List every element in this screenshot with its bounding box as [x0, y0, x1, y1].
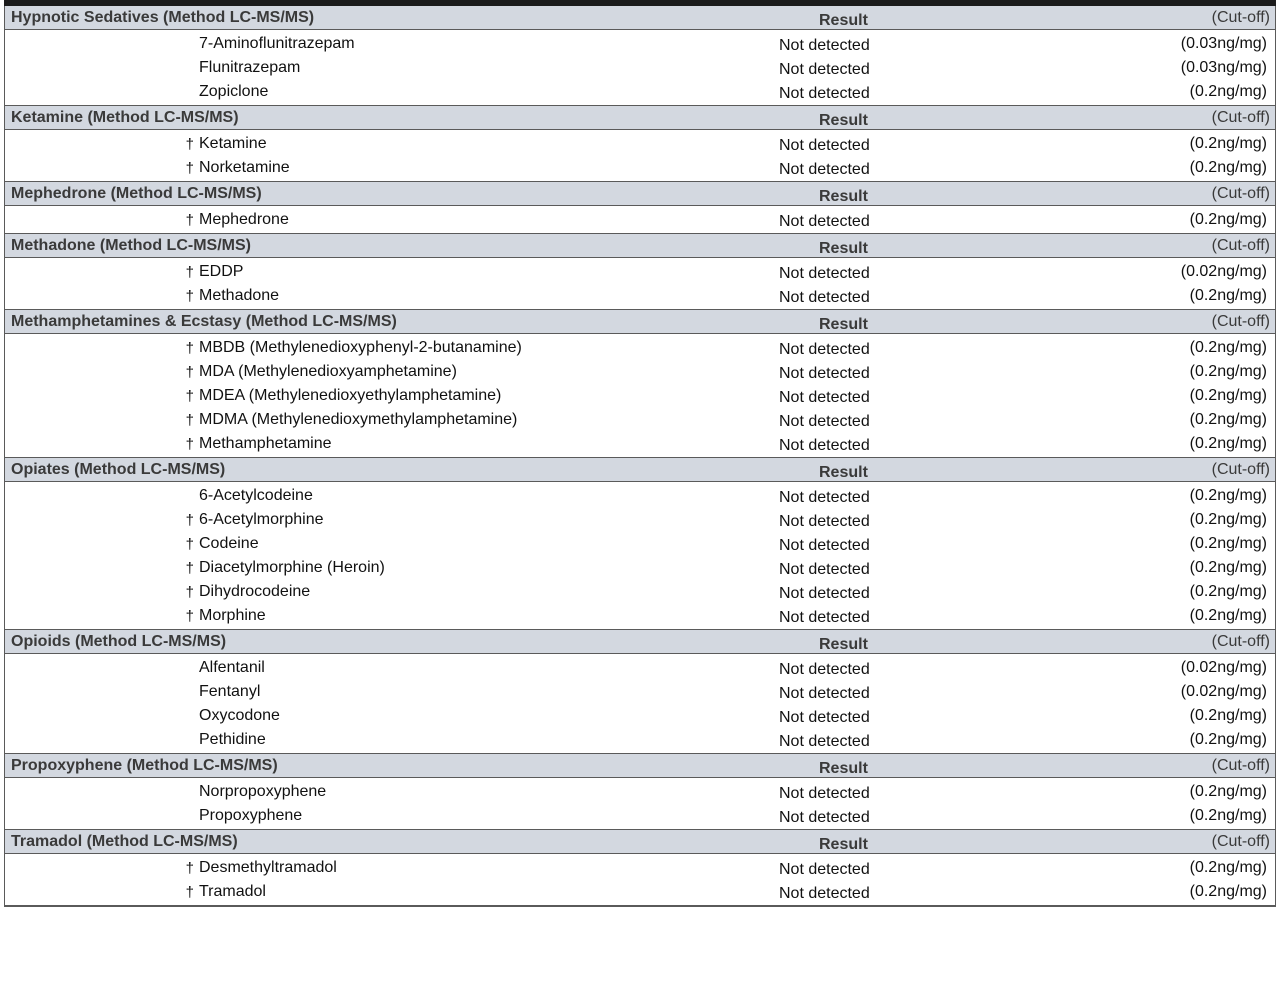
result-column-header: Result: [819, 759, 868, 777]
cutoff-value: (0.2ng/mg): [1189, 135, 1267, 152]
section-title: Hypnotic Sedatives (Method LC-MS/MS): [11, 8, 315, 26]
result-value: Not detected: [779, 365, 870, 382]
cutoff-value: (0.02ng/mg): [1180, 263, 1267, 280]
analyte-name: 7-Aminoflunitrazepam: [199, 35, 355, 52]
analyte-name: Flunitrazepam: [199, 59, 301, 76]
test-section: [4, 234, 1276, 310]
section-header: [5, 754, 1275, 778]
analyte-name: Methadone: [199, 287, 280, 304]
table-row: [5, 856, 1275, 880]
cutoff-column-header: (Cut-off): [1211, 184, 1270, 202]
cutoff-value: (0.2ng/mg): [1189, 807, 1267, 824]
result-value: Not detected: [779, 85, 870, 102]
section-title: Propoxyphene (Method LC-MS/MS): [11, 756, 278, 774]
result-value: Not detected: [779, 561, 870, 578]
analyte-name: Methamphetamine: [199, 435, 332, 452]
table-row: [5, 780, 1275, 804]
results-table: [4, 6, 1276, 907]
cutoff-value: (0.2ng/mg): [1189, 159, 1267, 176]
cutoff-value: (0.2ng/mg): [1189, 363, 1267, 380]
cutoff-value: (0.2ng/mg): [1189, 583, 1267, 600]
result-value: Not detected: [779, 885, 870, 902]
dagger-mark: †: [185, 559, 194, 577]
result-value: Not detected: [779, 161, 870, 178]
test-section: [4, 630, 1276, 754]
result-column-header: Result: [819, 111, 868, 129]
result-value: Not detected: [779, 585, 870, 602]
dagger-mark: †: [185, 287, 194, 305]
section-header: [5, 106, 1275, 130]
section-header: [5, 6, 1275, 30]
result-value: Not detected: [779, 61, 870, 78]
result-value: Not detected: [779, 861, 870, 878]
analyte-name: Diacetylmorphine (Heroin): [199, 559, 385, 576]
dagger-mark: †: [185, 211, 194, 229]
cutoff-value: (0.2ng/mg): [1189, 339, 1267, 356]
result-value: Not detected: [779, 733, 870, 750]
cutoff-value: (0.2ng/mg): [1189, 435, 1267, 452]
section-rows: [5, 654, 1275, 754]
result-value: Not detected: [779, 537, 870, 554]
test-section: [4, 458, 1276, 630]
result-value: Not detected: [779, 513, 870, 530]
section-rows: [5, 482, 1275, 630]
drug-test-report: [4, 0, 1276, 907]
dagger-mark: †: [185, 135, 194, 153]
analyte-name: Morphine: [199, 607, 266, 624]
table-row: [5, 532, 1275, 556]
test-section: [4, 830, 1276, 907]
cutoff-value: (0.2ng/mg): [1189, 511, 1267, 528]
result-value: Not detected: [779, 685, 870, 702]
section-title: Opiates (Method LC-MS/MS): [11, 460, 226, 478]
cutoff-value: (0.2ng/mg): [1189, 211, 1267, 228]
result-value: Not detected: [779, 809, 870, 826]
dagger-mark: †: [185, 263, 194, 281]
result-value: Not detected: [779, 213, 870, 230]
section-title: Tramadol (Method LC-MS/MS): [11, 832, 238, 850]
dagger-mark: †: [185, 435, 194, 453]
result-column-header: Result: [819, 463, 868, 481]
test-section: [4, 310, 1276, 458]
result-value: Not detected: [779, 37, 870, 54]
table-row: [5, 408, 1275, 432]
section-header: [5, 182, 1275, 206]
table-row: [5, 580, 1275, 604]
section-title: Methadone (Method LC-MS/MS): [11, 236, 251, 254]
result-column-header: Result: [819, 239, 868, 257]
analyte-name: Desmethyltramadol: [199, 859, 337, 876]
result-value: Not detected: [779, 137, 870, 154]
dagger-mark: †: [185, 387, 194, 405]
table-row: [5, 208, 1275, 232]
analyte-name: Zopiclone: [199, 83, 269, 100]
analyte-name: MDA (Methylenedioxyamphetamine): [199, 363, 457, 380]
result-value: Not detected: [779, 265, 870, 282]
analyte-name: EDDP: [199, 263, 244, 280]
table-row: [5, 56, 1275, 80]
table-row: [5, 680, 1275, 704]
result-value: Not detected: [779, 341, 870, 358]
table-row: [5, 432, 1275, 456]
section-rows: [5, 778, 1275, 830]
cutoff-column-header: (Cut-off): [1211, 832, 1270, 850]
cutoff-value: (0.2ng/mg): [1189, 883, 1267, 900]
table-row: [5, 880, 1275, 904]
section-title: Mephedrone (Method LC-MS/MS): [11, 184, 262, 202]
table-row: [5, 336, 1275, 360]
result-column-header: Result: [819, 635, 868, 653]
cutoff-value: (0.03ng/mg): [1180, 35, 1267, 52]
table-row: [5, 704, 1275, 728]
analyte-name: MBDB (Methylenedioxyphenyl-2-butanamine): [199, 339, 522, 356]
result-column-header: Result: [819, 11, 868, 29]
analyte-name: MDMA (Methylenedioxymethylamphetamine): [199, 411, 518, 428]
result-value: Not detected: [779, 489, 870, 506]
test-section: [4, 6, 1276, 106]
cutoff-column-header: (Cut-off): [1211, 108, 1270, 126]
table-row: [5, 484, 1275, 508]
cutoff-value: (0.03ng/mg): [1180, 59, 1267, 76]
dagger-mark: †: [185, 883, 194, 901]
table-row: [5, 508, 1275, 532]
result-value: Not detected: [779, 413, 870, 430]
analyte-name: 6-Acetylmorphine: [199, 511, 324, 528]
dagger-mark: †: [185, 411, 194, 429]
result-column-header: Result: [819, 835, 868, 853]
analyte-name: Dihydrocodeine: [199, 583, 311, 600]
cutoff-value: (0.2ng/mg): [1189, 707, 1267, 724]
result-value: Not detected: [779, 609, 870, 626]
cutoff-value: (0.2ng/mg): [1189, 859, 1267, 876]
cutoff-column-header: (Cut-off): [1211, 632, 1270, 650]
cutoff-value: (0.2ng/mg): [1189, 607, 1267, 624]
section-header: [5, 830, 1275, 854]
analyte-name: Codeine: [199, 535, 259, 552]
analyte-name: Tramadol: [199, 883, 266, 900]
section-rows: [5, 206, 1275, 234]
cutoff-value: (0.2ng/mg): [1189, 731, 1267, 748]
dagger-mark: †: [185, 583, 194, 601]
section-rows: [5, 30, 1275, 106]
table-row: [5, 384, 1275, 408]
dagger-mark: †: [185, 607, 194, 625]
section-title: Methamphetamines & Ecstasy (Method LC-MS/MS): [11, 312, 397, 330]
cutoff-column-header: (Cut-off): [1211, 312, 1270, 330]
cutoff-value: (0.2ng/mg): [1189, 535, 1267, 552]
test-section: [4, 754, 1276, 830]
table-row: [5, 360, 1275, 384]
cutoff-column-header: (Cut-off): [1211, 460, 1270, 478]
analyte-name: Oxycodone: [199, 707, 280, 724]
dagger-mark: †: [185, 363, 194, 381]
analyte-name: Alfentanil: [199, 659, 265, 676]
result-value: Not detected: [779, 389, 870, 406]
cutoff-column-header: (Cut-off): [1211, 756, 1270, 774]
section-rows: [5, 130, 1275, 182]
result-value: Not detected: [779, 289, 870, 306]
cutoff-value: (0.02ng/mg): [1180, 659, 1267, 676]
table-row: [5, 804, 1275, 828]
test-section: [4, 182, 1276, 234]
result-column-header: Result: [819, 315, 868, 333]
section-header: [5, 310, 1275, 334]
analyte-name: 6-Acetylcodeine: [199, 487, 313, 504]
cutoff-value: (0.2ng/mg): [1189, 487, 1267, 504]
cutoff-value: (0.2ng/mg): [1189, 559, 1267, 576]
analyte-name: Norpropoxyphene: [199, 783, 327, 800]
cutoff-value: (0.2ng/mg): [1189, 387, 1267, 404]
section-rows: [5, 258, 1275, 310]
section-rows: [5, 854, 1275, 906]
table-row: [5, 260, 1275, 284]
analyte-name: MDEA (Methylenedioxyethylamphetamine): [199, 387, 502, 404]
analyte-name: Norketamine: [199, 159, 290, 176]
table-row: [5, 156, 1275, 180]
test-section: [4, 106, 1276, 182]
analyte-name: Pethidine: [199, 731, 266, 748]
dagger-mark: †: [185, 511, 194, 529]
cutoff-value: (0.2ng/mg): [1189, 783, 1267, 800]
section-title: Opioids (Method LC-MS/MS): [11, 632, 227, 650]
cutoff-value: (0.2ng/mg): [1189, 411, 1267, 428]
analyte-name: Ketamine: [199, 135, 267, 152]
dagger-mark: †: [185, 859, 194, 877]
result-value: Not detected: [779, 785, 870, 802]
section-header: [5, 234, 1275, 258]
cutoff-value: (0.02ng/mg): [1180, 683, 1267, 700]
result-value: Not detected: [779, 661, 870, 678]
result-value: Not detected: [779, 709, 870, 726]
section-title: Ketamine (Method LC-MS/MS): [11, 108, 239, 126]
analyte-name: Propoxyphene: [199, 807, 303, 824]
table-row: [5, 556, 1275, 580]
table-row: [5, 604, 1275, 628]
section-header: [5, 458, 1275, 482]
table-row: [5, 80, 1275, 104]
table-row: [5, 728, 1275, 752]
result-value: Not detected: [779, 437, 870, 454]
cutoff-value: (0.2ng/mg): [1189, 287, 1267, 304]
table-row: [5, 284, 1275, 308]
section-rows: [5, 334, 1275, 458]
table-row: [5, 32, 1275, 56]
cutoff-column-header: (Cut-off): [1211, 8, 1270, 26]
table-row: [5, 132, 1275, 156]
analyte-name: Fentanyl: [199, 683, 261, 700]
dagger-mark: †: [185, 159, 194, 177]
cutoff-column-header: (Cut-off): [1211, 236, 1270, 254]
dagger-mark: †: [185, 339, 194, 357]
section-header: [5, 630, 1275, 654]
result-column-header: Result: [819, 187, 868, 205]
table-row: [5, 656, 1275, 680]
cutoff-value: (0.2ng/mg): [1189, 83, 1267, 100]
analyte-name: Mephedrone: [199, 211, 289, 228]
dagger-mark: †: [185, 535, 194, 553]
